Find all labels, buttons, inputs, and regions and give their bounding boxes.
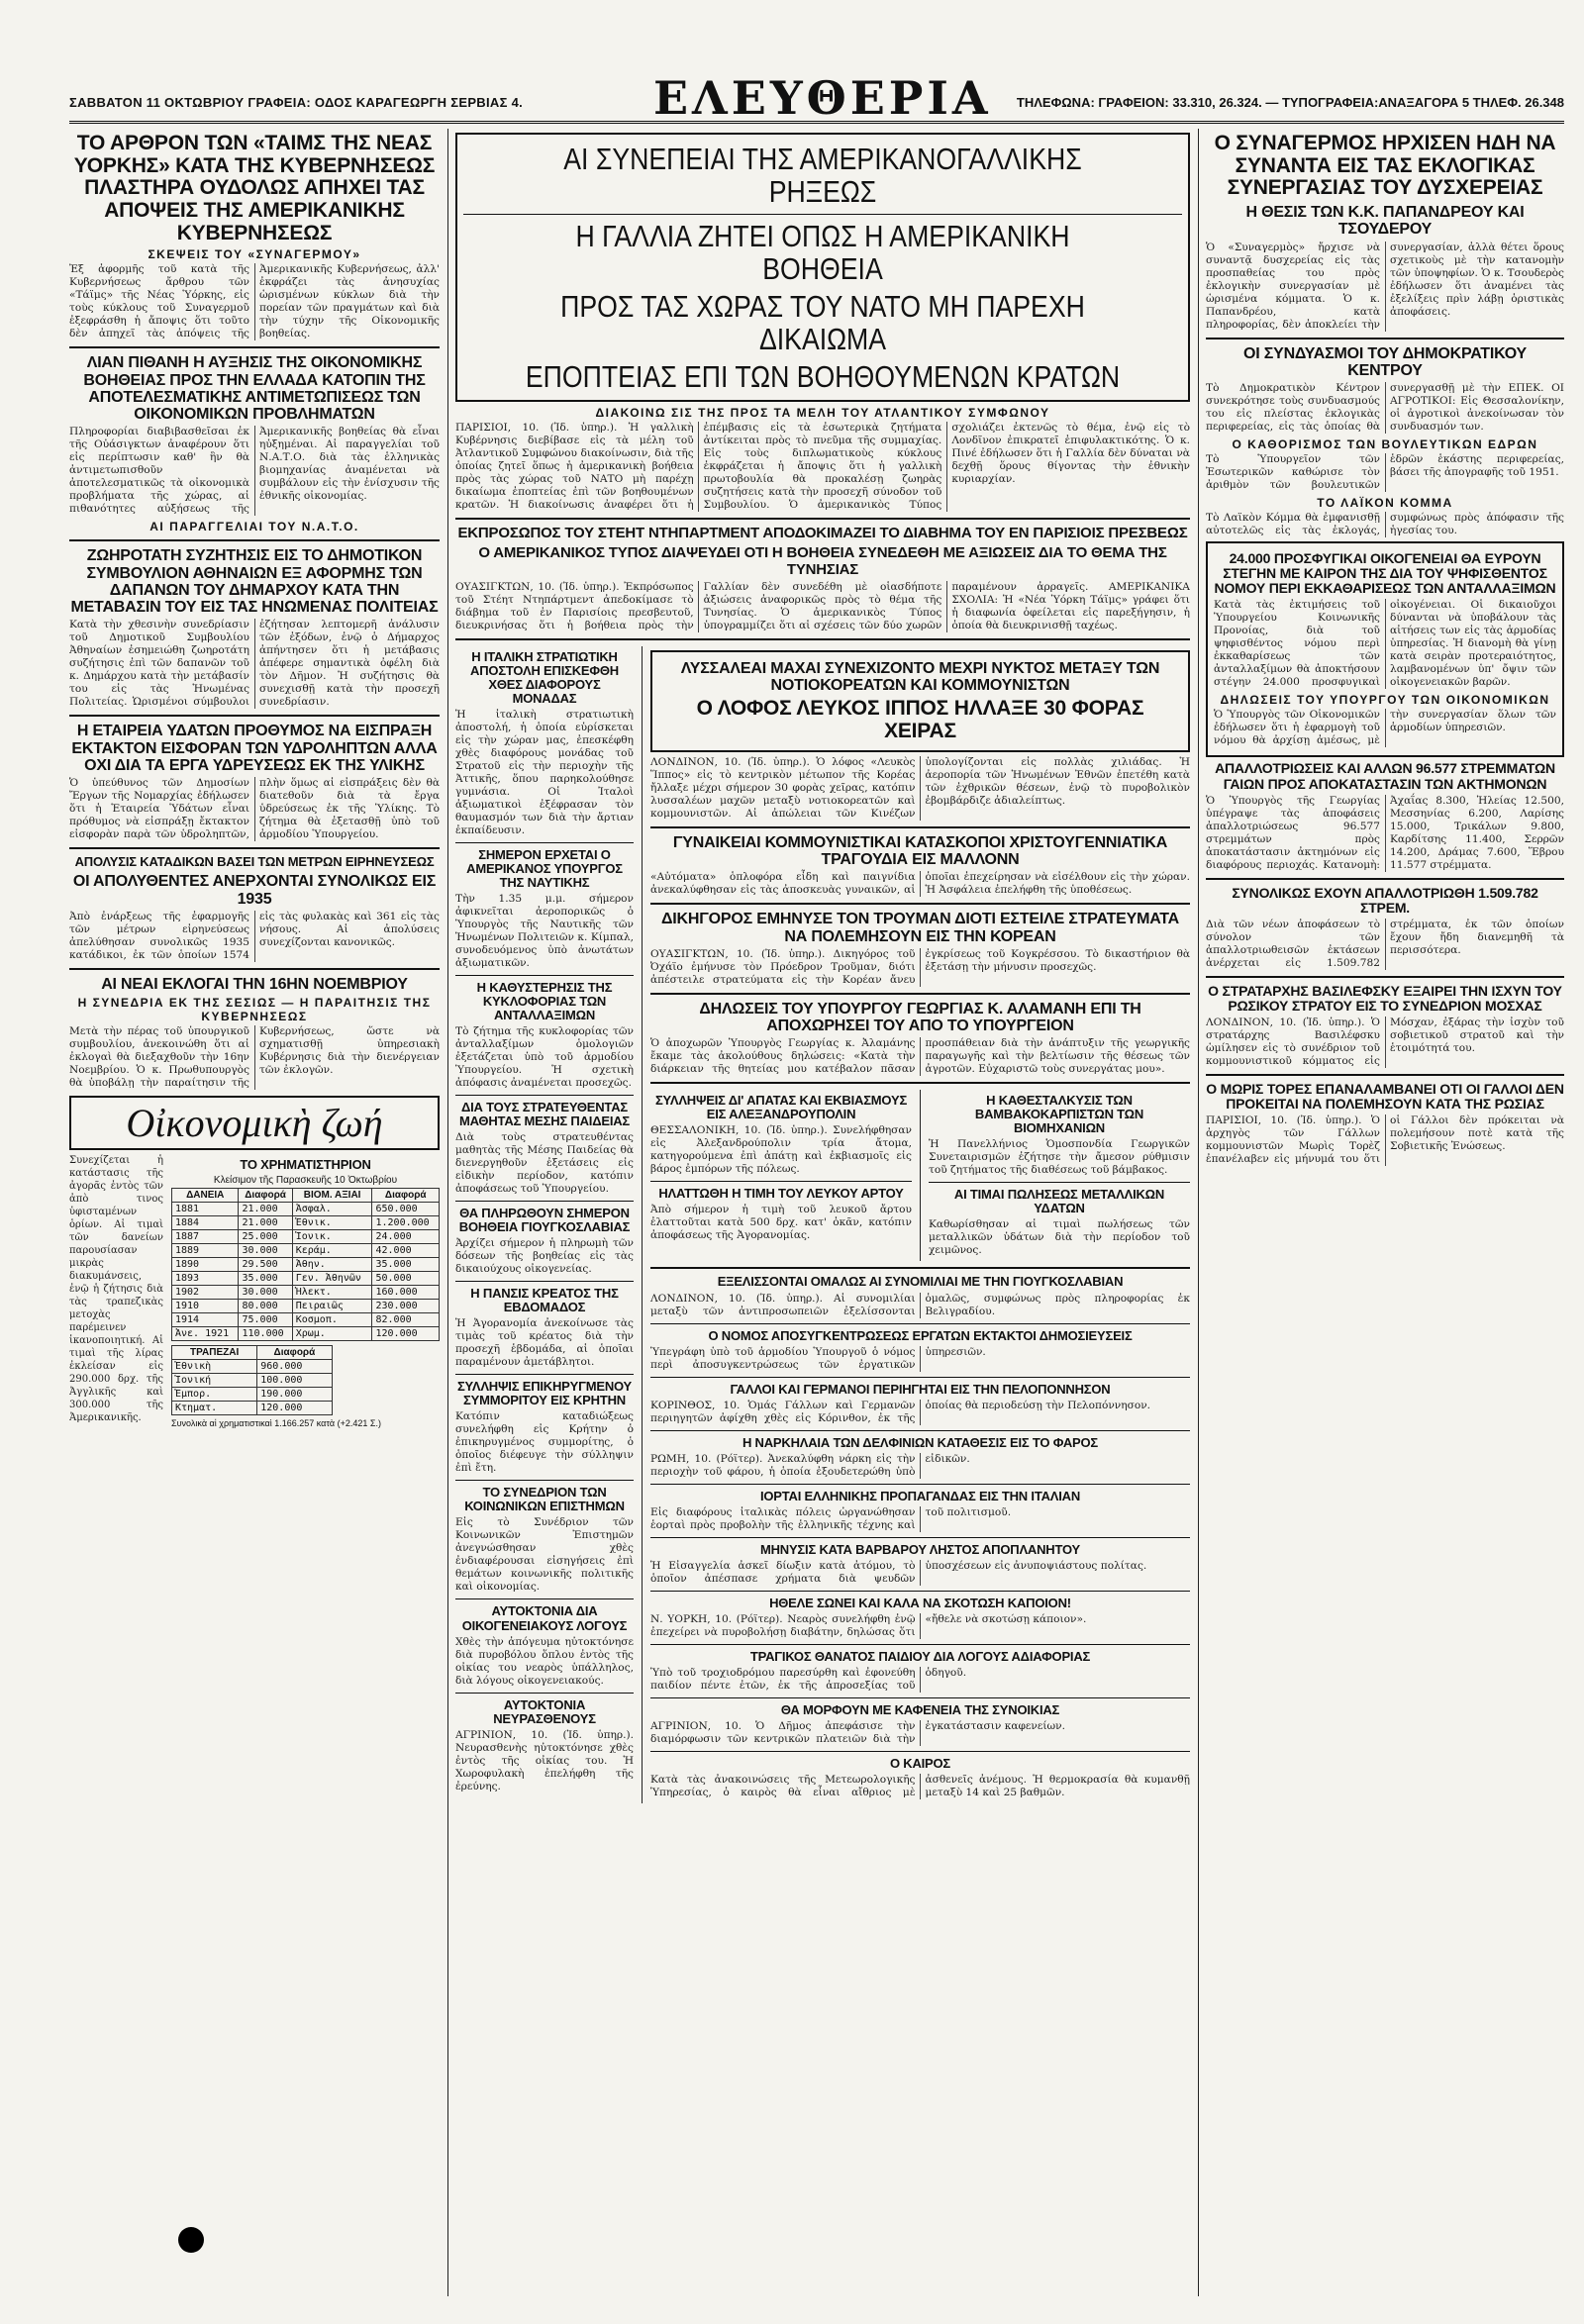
article-body: ΛΟΝΔΙΝΟΝ, 10. (Ἰδ. ὑπηρ.). Ὁ λόφος «Λευκὸς Ἵππος» εἰς τὸ κεντρικὸν μέτωπον τῆς Κορέας ἤλλαξε μέχρι σήμερον 30 φορὰς χεῖρας, κατόπιν λυσσαλέων μαχῶν μεταξὺ νοτιοκορεατῶν καὶ κομμουνιστῶν. Αἱ ἀπώλειαι τῶν Κινέζων ὑπολογίζονται εἰς πολλὰς χιλιάδας. Ἡ ἀεροπορία τῶν Ἡνωμένων Ἐθνῶν ἐπετέθη κατὰ τῶν ἐχθρικῶν θέσεων, ἐνῷ τὸ πυροβολικὸν ἐβομβάρδιζε ἀδιαλείπτως. — [650, 755, 1190, 820]
article-body: Πληροφορίαι διαβιβασθεῖσαι ἐκ τῆς Οὐάσιγκτων ἀναφέρουν ὅτι εἰς περίπτωσιν καθ' ἣν θὰ ἀντιμετωπισθοῦν ἀποτελεσματικῶς τὰ οἰκονομικὰ προβλήματα τῆς χώρας, αἱ πιθανότητες αὐξήσεως τῆς Ἀμερικανικῆς βοηθείας θὰ εἶναι ηὐξημέναι. Αἱ παραγγελίαι τοῦ Ν.Α.Τ.Ο. διὰ τὰς ἑλληνικὰς βιομηχανίας ἀναμένεται νὰ συμβάλουν εἰς τὴν ἐνίσχυσιν τῆς ἐθνικῆς οἰκονομίας. — [69, 426, 440, 516]
column-rule — [447, 129, 448, 2296]
table-cell: Ἰονική — [172, 1374, 257, 1388]
table-cell: 80.000 — [239, 1300, 292, 1313]
table-header-cell: ΒΙΟΜ. ΑΞΙΑΙ — [292, 1189, 372, 1203]
headline: Η ΝΑΡΚΗΛΑΙΑ ΤΩΝ ΔΕΛΦΙΝΙΩΝ ΚΑΤΑΘΕΣΙΣ ΕΙΣ ΤΟ ΦΑΡΟΣ — [742, 1434, 1099, 1450]
subheading: Ο ΚΑΘΟΡΙΣΜΟΣ ΤΩΝ ΒΟΥΛΕΥΤΙΚΩΝ ΕΔΡΩΝ — [1232, 437, 1538, 452]
article-body: Κατὰ τὴν χθεσινὴν συνεδρίασιν τοῦ Δημοτικοῦ Συμβουλίου Ἀθηναίων ἐσημειώθη ζωηροτάτη συζήτησις ἐπὶ τῶν δαπανῶν τοῦ κ. Δημάρχου κατὰ τὴν μετάβασίν του εἰς τὰς Ἡνωμένας Πολιτείας. Ὡρισμένοι σύμβουλοι ἐζήτησαν λεπτομερῆ ἀνάλυσιν τῶν ἐξόδων, ἐνῷ ὁ Δήμαρχος ἀπήντησεν ὅτι ἡ μετάβασις ἀπέφερε σημαντικὰ ὀφέλη διὰ τὸν Δῆμον. Ἡ συζήτησις θὰ συνεχισθῇ κατὰ τὴν προσεχῆ συνεδρίασιν. — [69, 619, 440, 709]
headline: 24.000 ΠΡΟΣΦΥΓΙΚΑΙ ΟΙΚΟΓΕΝΕΙΑΙ ΘΑ ΕΥΡΟΥΝ ΣΤΕΓΗΝ ΜΕ ΚΑΙΡΟΝ ΤΗΣ ΔΙΑ ΤΟΥ ΨΗΦΙΣΘΕΝΤΟΣ ΝΟΜΟΥ ΠΕΡΙ ΕΚΚΑΘΑΡΙΣΕΩΣ ΤΩΝ ΑΝΤΑΛΛΑΞΙΜΩΝ — [1214, 550, 1556, 597]
headline: ΑΥΤΟΚΤΟΝΙΑ ΔΙΑ ΟΙΚΟΓΕΝΕΙΑΚΟΥΣ ΛΟΓΟΥΣ — [461, 1603, 628, 1633]
table-cell: 1884 — [172, 1216, 239, 1230]
article-body: Τὸ Δημοκρατικὸν Κέντρον συνεκρότησε τοὺς συνδυασμούς του εἰς πλείστας ἐκλογικὰς περιφερείας, εἰς τὰς ὁποίας θὰ συνεργασθῇ μὲ τὴν ΕΠΕΚ. ΟΙ ΑΓΡΟΤΙΚΟΙ: Εἰς Θεσσαλονίκην, οἱ ἀγροτικοὶ ἀνεκοίνωσαν τὸν συνδυασμόν των. — [1206, 382, 1564, 434]
table-cell: Κτηματ. — [172, 1402, 257, 1415]
left-column — [69, 129, 440, 2296]
headline: Ο ΛΟΦΟΣ ΛΕΥΚΟΣ ΙΠΠΟΣ ΗΛΛΑΞΕ 30 ΦΟΡΑΣ ΧΕΙΡΑΣ — [696, 697, 1144, 743]
article-body: Χθὲς τὴν ἀπόγευμα ηὐτοκτόνησε διὰ πυροβόλου ὅπλου ἐντὸς τῆς οἰκίας του νεαρὸς ὑπάλληλος, διὰ λόγους οἰκογενειακούς. — [455, 1635, 634, 1687]
article-body: Ὑπεγράφη ὑπὸ τοῦ ἁρμοδίου Ὑπουργοῦ ὁ νόμος περὶ ἀποσυγκεντρώσεως τῶν ἐργατικῶν ὑπηρεσιῶν. — [650, 1345, 986, 1371]
table-cell: 960.000 — [257, 1360, 332, 1374]
lead-article-body: ΠΑΡΙΣΙΟΙ, 10. (Ἰδ. ὑπηρ.). Ἡ γαλλικὴ Κυβέρνησις διεβίβασε εἰς τὰ μέλη τοῦ Ἀτλαντικοῦ Συμφώνου διακοίνωσιν, διὰ τῆς ὁποίας ζητεῖ ὅπως ἡ ἀμερικανικὴ βοήθεια πρὸς τὰς χώρας τοῦ ΝΑΤΟ μὴ παρέχῃ δικαίωμα ἐποπτείας ἐπὶ τῶν βοηθουμένων κρατῶν. Ἡ διακοίνωσις ἀναφέρει ὅτι ἡ ἐπέμβασις εἰς τὰ ἐσωτερικὰ ζητήματα ἀντίκειται πρὸς τὸ πνεῦμα τῆς συμμαχίας. Εἰς τοὺς διπλωματικοὺς κύκλους ἐκφράζεται ἡ ἄποψις ὅτι ἡ γαλλικὴ πρωτοβουλία θὰ προκαλέσῃ ζωηρὰς συζητήσεις κατὰ τὴν προσεχῆ σύνοδον τοῦ Συμβουλίου. Ὁ ἀμερικανικὸς Τύπος σχολιάζει ἐκτενῶς τὸ θέμα, ἐνῷ εἰς τὸ Λονδῖνον ἐπικρατεῖ ἐπιφυλακτικότης. Ὁ κ. Πινέ ἐδήλωσεν ὅτι ἡ Γαλλία δὲν δύναται νὰ δεχθῇ ὅρους θίγοντας τὴν ἐθνικὴν κυριαρχίαν. — [455, 422, 1190, 512]
table-row — [172, 1374, 333, 1388]
headline: ΖΩΗΡΟΤΑΤΗ ΣΥΖΗΤΗΣΙΣ ΕΙΣ ΤΟ ΔΗΜΟΤΙΚΟΝ ΣΥΜΒΟΥΛΙΟΝ ΑΘΗΝΑΙΩΝ ΕΞ ΑΦΟΡΜΗΣ ΤΩΝ ΔΑΠΑΝΩΝ ΤΟΥ ΔΗΜΑΡΧΟΥ ΚΑΤΑ ΤΗΝ ΜΕΤΑΒΑΣΙΝ ΤΟΥ ΕΙΣ ΤΑΣ ΗΝΩΜΕΝΑΣ ΠΟΛΙΤΕΙΑΣ — [70, 547, 439, 617]
table-cell: Χρωμ. — [292, 1327, 372, 1341]
headline: Ο ΑΜΕΡΙΚΑΝΙΚΟΣ ΤΥΠΟΣ ΔΙΑΨΕΥΔΕΙ ΟΤΙ Η ΒΟΗΘΕΙΑ ΣΥΝΕΔΕΘΗ ΜΕ ΑΞΙΩΣΕΙΣ ΔΙΑ ΤΟ ΘΕΜΑ ΤΗΣ ΤΥΝΗΣΙΑΣ — [478, 544, 1167, 578]
headline: Ο ΚΑΙΡΟΣ — [889, 1755, 951, 1771]
table-row — [172, 1327, 440, 1341]
article-body: ΡΩΜΗ, 10. (Ρόϊτερ). Ἀνεκαλύφθη νάρκη εἰς τὴν περιοχὴν τοῦ φάρου, ἡ ὁποία ἐξουδετερώθη ὑπὸ εἰδικῶν. — [650, 1452, 970, 1478]
headline: ΑΙ ΤΙΜΑΙ ΠΩΛΗΣΕΩΣ ΜΕΤΑΛΛΙΚΩΝ ΥΔΑΤΩΝ — [953, 1187, 1165, 1216]
lead-headline-3: ΠΡΟΣ ΤΑΣ ΧΩΡΑΣ ΤΟΥ ΝΑΤΟ ΜΗ ΠΑΡΕΧΗ ΔΙΚΑΙΩΜΑ — [560, 288, 1085, 357]
headline: ΛΙΑΝ ΠΙΘΑΝΗ Η ΑΥΞΗΣΙΣ ΤΗΣ ΟΙΚΟΝΟΜΙΚΗΣ ΒΟΗΘΕΙΑΣ ΠΡΟΣ ΤΗΝ ΕΛΛΑΔΑ ΚΑΤΟΠΙΝ ΤΗΣ ΑΠΟΤΕΛΕΣΜΑΤΙΚΗΣ ΑΝΤΙΜΕΤΩΠΙΣΕΩΣ ΤΩΝ ΟΙΚΟΝΟΜΙΚΩΝ ΠΡΟΒΛΗΜΑΤΩΝ — [83, 354, 426, 424]
newspaper-title: ΕΛΕΥΘΕΡΙΑ — [653, 71, 992, 125]
headline: ΓΥΝΑΙΚΕΙΑΙ ΚΟΜΜΟΥΝΙΣΤΙΚΑΙ ΚΑΤΑΣΚΟΠΟΙ ΧΡΙΣΤΟΥΓΕΝΝΙΑΤΙΚΑ ΤΡΑΓΟΥΔΙΑ ΕΙΣ ΜΑΛΛΟΝΝ — [672, 833, 1168, 868]
headline: Η ΙΤΑΛΙΚΗ ΣΤΡΑΤΙΩΤΙΚΗ ΑΠΟΣΤΟΛΗ ΕΠΙΣΚΕΦΘΗ ΧΘΕΣ ΔΙΑΦΟΡΟΥΣ ΜΟΝΑΔΑΣ — [470, 648, 619, 706]
table-row — [172, 1360, 333, 1374]
article-body: Εἰς τὸ Συνέδριον τῶν Κοινωνικῶν Ἐπιστημῶν ἀνεγνώσθησαν χθὲς ἐνδιαφέρουσαι εἰσηγήσεις ἐπὶ θεμάτων κοινωνικῆς πολιτικῆς καὶ οἰκονομίας. — [455, 1516, 634, 1594]
article-body: Τὸ ζήτημα τῆς κυκλοφορίας τῶν ἀνταλλαξίμων ὁμολογιῶν ἐξετάζεται ὑπὸ τοῦ ἁρμοδίου Ὑπουργείου. Ἡ σχετικὴ ἀπόφασις ἀναμένεται προσεχῶς. — [455, 1025, 634, 1090]
table-cell: 1902 — [172, 1286, 239, 1300]
subheading: ΣΚΕΨΕΙΣ ΤΟΥ «ΣΥΝΑΓΕΡΜΟΥ» — [148, 247, 361, 262]
table-cell: 35.000 — [372, 1258, 440, 1272]
economic-life-title: Οἰκονομικὴ ζωή — [69, 1096, 440, 1150]
table-cell: 21.000 — [239, 1203, 292, 1216]
refugee-housing-box — [1206, 541, 1564, 757]
article-body: Καθωρίσθησαν αἱ τιμαὶ πωλήσεως τῶν μεταλλικῶν ὑδάτων διὰ τὴν περίοδον τοῦ χειμῶνος. — [929, 1218, 1190, 1257]
table-cell: Γεν. Ἀθηνῶν — [292, 1272, 372, 1286]
article-body: ΟΥΑΣΙΓΚΤΩΝ, 10. (Ἰδ. ὑπηρ.). Δικηγόρος τοῦ Ὀχάϊο ἐμήνυσε τὸν Πρόεδρον Τροῦμαν, διότι ἀπέστειλε στρατεύματα εἰς τὴν Κορέαν ἄνευ ἐγκρίσεως τοῦ Κογκρέσσου. Τὸ δικαστήριον θὰ ἐξετάσῃ τὴν μήνυσιν προσεχῶς. — [650, 947, 1190, 986]
center-lower — [455, 646, 1190, 1803]
table-header-cell: Διαφορά — [257, 1346, 332, 1360]
table-cell: 50.000 — [372, 1272, 440, 1286]
article-body: «Αὐτόματα» ὁπλοφόρα εἶδη καὶ παιγνίδια ἀνεκαλύφθησαν εἰς τὰς ἀποσκευὰς γυναικῶν, αἱ ὁποῖαι ἐπεχείρησαν νὰ εἰσέλθουν εἰς τὴν χώραν. Ἡ Ἀσφάλεια ἐπελήφθη τῆς ὑποθέσεως. — [650, 871, 1190, 897]
table-cell: 1887 — [172, 1230, 239, 1244]
headline: ΑΠΑΛΛΟΤΡΙΩΣΕΙΣ ΚΑΙ ΑΛΛΩΝ 96.577 ΣΤΡΕΜΜΑΤΩΝ ΓΑΙΩΝ ΠΡΟΣ ΑΠΟΚΑΤΑΣΤΑΣΙΝ ΤΩΝ ΑΚΤΗΜΟΝΩΝ — [1215, 760, 1555, 792]
headline: Η ΠΑΝΣΙΣ ΚΡΕΑΤΟΣ ΤΗΣ ΕΒΔΟΜΑΔΟΣ — [470, 1286, 619, 1315]
headline: ΑΙ ΝΕΑΙ ΕΚΛΟΓΑΙ ΤΗΝ 16ΗΝ ΝΟΕΜΒΡΙΟΥ — [101, 975, 408, 993]
stock-exchange-title: ΤΟ ΧΡΗΜΑΤΙΣΤΗΡΙΟΝ — [240, 1157, 371, 1173]
table-cell: 21.000 — [239, 1216, 292, 1230]
headline: Ο ΜΩΡΙΣ ΤΟΡΕΣ ΕΠΑΝΑΛΑΜΒΑΝΕΙ ΟΤΙ ΟΙ ΓΑΛΛΟΙ ΔΕΝ ΠΡΟΚΕΙΤΑΙ ΝΑ ΠΟΛΕΜΗΣΟΥΝ ΚΑΤΑ ΤΗΣ ΡΩΣΙΑΣ — [1206, 1081, 1564, 1113]
article-body: ΛΟΝΔΙΝΟΝ, 10. (Ἰδ. ὑπηρ.). Ὁ στρατάρχης Βασιλέφσκυ ὡμίλησεν εἰς τὸ συνέδριον τοῦ κομμουνιστικοῦ κόμματος εἰς Μόσχαν, ἐξάρας τὴν ἰσχὺν τοῦ σοβιετικοῦ στρατοῦ καὶ τὴν ἑτοιμότητά του. — [1206, 1017, 1564, 1068]
table-cell: Κοσμοπ. — [292, 1313, 372, 1327]
headline: ΤΡΑΓΙΚΟΣ ΘΑΝΑΤΟΣ ΠΑΙΔΙΟΥ ΔΙΑ ΛΟΓΟΥΣ ΑΔΙΑΦΟΡΙΑΣ — [749, 1648, 1091, 1664]
table-cell: Ἐθνικὴ — [172, 1360, 257, 1374]
newspaper-page — [69, 71, 1564, 2304]
table-row — [172, 1300, 440, 1313]
table-row — [172, 1230, 440, 1244]
table-row — [172, 1388, 333, 1402]
subheading: Η ΣΥΝΕΔΡΙΑ ΕΚ ΤΗΣ ΣΕΣΙΩΣ — Η ΠΑΡΑΙΤΗΣΙΣ ΤΗΣ ΚΥΒΕΡΝΗΣΕΩΣ — [77, 996, 432, 1024]
article-body: Ἀπὸ ἐνάρξεως τῆς ἐφαρμογῆς τῶν μέτρων εἰρηνεύσεως ἀπελύθησαν συνολικῶς 1935 κατάδικοι, ἐκ τῶν ὁποίων 1574 εἰς τὰς φυλακὰς καὶ 361 εἰς τὰς νήσους. Αἱ ἀπολύσεις συνεχίζονται κανονικῶς. — [69, 910, 440, 961]
table-row — [172, 1286, 440, 1300]
table-cell: 25.000 — [239, 1230, 292, 1244]
article-body: ΚΟΡΙΝΘΟΣ, 10. Ὁμάς Γάλλων καὶ Γερμανῶν περιηγητῶν ἀφίχθη χθὲς εἰς Κόρινθον, ἐκ τῆς ὁποίας θὰ περιοδεύσῃ τὴν Πελοπόννησον. — [650, 1399, 1151, 1424]
table-cell: Ἀθην. — [292, 1258, 372, 1272]
lead-headline-1: ΑΙ ΣΥΝΕΠΕΙΑΙ ΤΗΣ ΑΜΕΡΙΚΑΝΟΓΑΛΛΙΚΗΣ ΡΗΞΕΩΣ — [563, 142, 1082, 210]
headline: ΕΞΕΛΙΣΣΟΝΤΑΙ ΟΜΑΛΩΣ ΑΙ ΣΥΝΟΜΙΛΙΑΙ ΜΕ ΤΗΝ ΓΙΟΥΓΚΟΣΛΑΒΙΑΝ — [717, 1274, 1124, 1290]
article-body: ΑΓΡΙΝΙΟΝ, 10. (Ἰδ. ὑπηρ.). Νευρασθενὴς ηὐτοκτόνησε χθὲς ἐντὸς τῆς οἰκίας του. Ἡ Χωροφυλακὴ ἐπελήφθη τῆς ἐρεύνης. — [455, 1728, 634, 1792]
table-cell: 30.000 — [239, 1286, 292, 1300]
article-body: Ὁ «Συναγερμὸς» ἤρχισε νὰ συναντᾷ δυσχερείας εἰς τὰς προσπαθείας του πρὸς ἐκλογικὴν συνεργασίαν μὲ ὡρισμένα κόμματα. Ὁ κ. Παπανδρέου, κατὰ πληροφορίας, δὲν ἀποκλείει τὴν συνεργασίαν, ἀλλὰ θέτει ὅρους σχετικοὺς μὲ τὴν κατανομὴν τῶν ὑποψηφίων. Ὁ κ. Τσουδερὸς ἐδήλωσεν ὅτι ἀναμένει τὰς ἐξελίξεις πρὶν λάβῃ ὁριστικὰς ἀποφάσεις. — [1206, 241, 1564, 331]
table-row — [172, 1313, 440, 1327]
headline: ΣΥΛΛΗΨΙΣ ΕΠΙΚΗΡΥΓΜΕΝΟΥ ΣΥΜΜΟΡΙΤΟΥ ΕΙΣ ΚΡΗΤΗΝ — [456, 1379, 633, 1408]
article-body: Διὰ τοὺς στρατευθέντας μαθητὰς τῆς Μέσης Παιδείας θὰ διενεργηθοῦν ἐξετάσεις εἰς εἰδικὴν περίοδον, κατόπιν ἀποφάσεως τοῦ Ὑπουργείου. — [455, 1131, 634, 1196]
headline: Η ΚΑΘΕΣΤΑΛΚΥΣΙΣ ΤΩΝ ΒΑΜΒΑΚΟΚΑΡΠΙΣΤΩΝ ΤΩΝ ΒΙΟΜΗΧΑΝΙΩΝ — [974, 1093, 1144, 1136]
masthead-phones: ΤΗΛΕΦΩΝΑ: ΓΡΑΦΕΙΟΝ: 33.310, 26.324. — ΤΥΠΟΓΡΑΦΕΙΑ:ΑΝΑΞΑΓΟΡΑ 5 ΤΗΛΕΦ. 26.348 — [1016, 95, 1564, 110]
table-header-cell: Διαφορά — [239, 1189, 292, 1203]
subheading: ΔΗΛΩΣΕΙΣ ΤΟΥ ΥΠΟΥΡΓΟΥ ΤΩΝ ΟΙΚΟΝΟΜΙΚΩΝ — [1220, 693, 1550, 708]
korea-headline-box — [650, 650, 1190, 752]
article-body: ΟΥΑΣΙΓΚΤΩΝ, 10. (Ἰδ. ὑπηρ.). Ἐκπρόσωπος τοῦ Στέητ Ντηπάρτμεντ ἀπεδοκίμασε τὸ διάβημα τοῦ ἐν Παρισίοις πρεσβευτοῦ, διευκρινήσας ὅτι ἡ βοήθεια πρὸς τὴν Γαλλίαν δὲν συνεδέθη μὲ οἱασδήποτε ἀξιώσεις ἀναφορικῶς πρὸς τὸ θέμα τῆς Τυνησίας. Ὁ ἀμερικανικὸς Τύπος ὑπογραμμίζει ὅτι αἱ σχέσεις τῶν δύο χωρῶν παραμένουν ἀρραγεῖς. ΑΜΕΡΙΚΑΝΙΚΑ ΣΧΟΛΙΑ: Ἡ «Νέα Ὑόρκη Τάϊμς» γράφει ὅτι ἡ διαφωνία ὀφείλεται εἰς παρεξήγησιν, ἡ ὁποία θὰ διευκρινισθῇ ταχέως. — [455, 580, 1190, 631]
table-cell: 120.000 — [372, 1327, 440, 1341]
headline: ΛΥΣΣΑΛΕΑΙ ΜΑΧΑΙ ΣΥΝΕΧΙΖΟΝΤΟ ΜΕΧΡΙ ΝΥΚΤΟΣ ΜΕΤΑΞΥ ΤΩΝ ΝΟΤΙΟΚΟΡΕΑΤΩΝ ΚΑΙ ΚΟΜΜΟΥΝΙΣΤΩΝ — [680, 659, 1160, 695]
headline: Ο ΣΤΡΑΤΑΡΧΗΣ ΒΑΣΙΛΕΦΣΚΥ ΕΞΑΙΡΕΙ ΤΗΝ ΙΣΧΥΝ ΤΟΥ ΡΩΣΙΚΟΥ ΣΤΡΑΤΟΥ ΕΙΣ ΤΟ ΣΥΝΕΔΡΙΟΝ ΜΟΣΧΑΣ — [1208, 982, 1562, 1014]
article-body: Ἡ ἰταλικὴ στρατιωτικὴ ἀποστολή, ἡ ὁποία εὑρίσκεται εἰς τὴν χώραν μας, ἐπεσκέφθη χθὲς διαφόρους μονάδας τοῦ Στρατοῦ εἰς τὴν περιοχὴν τῆς Ἀττικῆς, ὅπου παρηκολούθησε γυμνάσια. Οἱ Ἰταλοὶ ἀξιωματικοὶ ἐξέφρασαν τὸν θαυμασμόν των διὰ τὴν ἄρτιαν ἐκπαίδευσιν. — [455, 708, 634, 836]
table-row — [172, 1272, 440, 1286]
banks-table — [171, 1345, 333, 1415]
table-cell: 110.000 — [239, 1327, 292, 1341]
headline: ΕΚΠΡΟΣΩΠΟΣ ΤΟΥ ΣΤΕΗΤ ΝΤΗΠΑΡΤΜΕΝΤ ΑΠΟΔΟΚΙΜΑΖΕΙ ΤΟ ΔΙΑΒΗΜΑ ΤΟΥ ΕΝ ΠΑΡΙΣΙΟΙΣ ΠΡΕΣΒΕΩΣ — [457, 525, 1188, 542]
article-body: Μετὰ τὴν πέρας τοῦ ὑπουργικοῦ συμβουλίου, ἀνεκοινώθη ὅτι αἱ ἐκλογαὶ θὰ διεξαχθοῦν τὴν 16ην Νοεμβρίου. Ὁ κ. Πρωθυπουργὸς θὰ ὑποβάλῃ τὴν παραίτησιν τῆς Κυβερνήσεως, ὥστε νὰ σχηματισθῇ ὑπηρεσιακὴ Κυβέρνησις διὰ τὴν διενέργειαν τῶν ἐκλογῶν. — [69, 1025, 440, 1090]
table-cell: 1881 — [172, 1203, 239, 1216]
center-bottom — [650, 1090, 1190, 1261]
article-body: Ἐξ ἀφορμῆς τοῦ κατὰ τῆς Κυβερνήσεως ἄρθρου τῶν «Τάϊμς» τῆς Νέας Ὑόρκης, εἰς τοὺς κύκλους τοῦ Συναγερμοῦ ἐξεφράσθη ἡ ἄποψις ὅτι τοῦτο δὲν ἀπηχεῖ τὰς ἀπόψεις τῆς Ἀμερικανικῆς Κυβερνήσεως, ἀλλ' ἐκφράζει τὰς ἀνησυχίας ὡρισμένων κύκλων διὰ τὴν πορείαν τῶν πραγμάτων καὶ διὰ τὴν τύχην τῆς Οἰκονομικῆς βοηθείας. — [69, 263, 440, 340]
stock-total: Συνολικὰ αἱ χρηματιστικαὶ 1.166.257 κατὰ (+2.421 Σ.) — [171, 1418, 381, 1429]
table-cell: Ἐμπορ. — [172, 1388, 257, 1402]
center-wide-column — [650, 646, 1190, 1803]
lead-banner — [455, 133, 1190, 402]
headline: ΑΥΤΟΚΤΟΝΙΑ ΝΕΥΡΑΣΘΕΝΟΥΣ — [493, 1696, 596, 1726]
table-cell: Κεράμ. — [292, 1244, 372, 1258]
center-narrow-column — [455, 646, 634, 1803]
stock-market-section — [69, 1154, 440, 1428]
article-body: ΠΑΡΙΣΙΟΙ, 10. (Ἰδ. ὑπηρ.). Ὁ ἀρχηγὸς τῶν Γάλλων κομμουνιστῶν Μωρὶς Τορὲζ ἐπανέλαβεν εἰς μήνυμά του ὅτι οἱ Γάλλοι δὲν πρόκειται νὰ πολεμήσουν ποτὲ κατὰ τῆς Σοβιετικῆς Ἑνώσεως. — [1206, 1114, 1564, 1166]
article-body: Ἀρχίζει σήμερον ἡ πληρωμὴ τῶν δόσεων τῆς βοηθείας εἰς τὰς δικαιούχους οἰκογενείας. — [455, 1237, 634, 1276]
article-body: Κατόπιν καταδιώξεως συνελήφθη εἰς Κρήτην ὁ ἐπικηρυγμένος συμμορίτης, ὁ ὁποῖος διέφευγε τὴν σύλληψιν ἐπὶ ἔτη. — [455, 1410, 634, 1475]
headline: ΤΟ ΑΡΘΡΟΝ ΤΩΝ «ΤΑΙΜΣ ΤΗΣ ΝΕΑΣ ΥΟΡΚΗΣ» ΚΑΤΑ ΤΗΣ ΚΥΒΕΡΝΗΣΕΩΣ ΠΛΑΣΤΗΡΑ ΟΥΔΟΛΩΣ ΑΠΗΧΕΙ ΤΑΣ ΑΠΟΨΕΙΣ ΤΗΣ ΑΜΕΡΙΚΑΝΙΚΗΣ ΚΥΒΕΡΝΗΣΕΩΣ — [73, 132, 436, 244]
stock-tables — [171, 1154, 440, 1428]
table-cell: 1910 — [172, 1300, 239, 1313]
table-cell: 120.000 — [257, 1402, 332, 1415]
table-row — [172, 1244, 440, 1258]
headline: ΟΙ ΑΠΟΛΥΘΕΝΤΕΣ ΑΝΕΡΧΟΝΤΑΙ ΣΥΝΟΛΙΚΩΣ ΕΙΣ 1935 — [72, 873, 437, 908]
article-body: Εἰς διαφόρους ἰταλικὰς πόλεις ὠργανώθησαν ἑορταὶ πρὸς προβολὴν τῆς ἑλληνικῆς τέχνης καὶ τοῦ πολιτισμοῦ. — [650, 1505, 1012, 1531]
article-body: Ἡ Ἀγορανομία ἀνεκοίνωσε τὰς τιμὰς τοῦ κρέατος διὰ τὴν προσεχῆ ἑβδομάδα, αἱ ὁποῖαι παραμένουν ἀμετάβλητοι. — [455, 1317, 634, 1369]
table-cell: 1.200.000 — [372, 1216, 440, 1230]
headline: ΣΗΜΕΡΟΝ ΕΡΧΕΤΑΙ Ο ΑΜΕΡΙΚΑΝΟΣ ΥΠΟΥΡΓΟΣ ΤΗΣ ΝΑΥΤΙΚΗΣ — [466, 846, 623, 891]
table-cell: 1890 — [172, 1258, 239, 1272]
article-body: Τὴν 1.35 μ.μ. σήμερον ἀφικνεῖται ἀεροπορικῶς ὁ Ὑπουργὸς τῆς Ναυτικῆς τῶν Ἡνωμένων Πολιτειῶν κ. Κίμπαλ, συνοδευόμενος ὑπὸ ἀνωτάτων ἀξιωματικῶν. — [455, 893, 634, 970]
table-cell: 35.000 — [239, 1272, 292, 1286]
bonds-table — [171, 1188, 440, 1341]
table-cell: Ἰονικ. — [292, 1230, 372, 1244]
headline: Η ΘΕΣΙΣ ΤΩΝ Κ.Κ. ΠΑΠΑΝΔΡΕΟΥ ΚΑΙ ΤΣΟΥΔΕΡΟΥ — [1245, 204, 1525, 239]
headline: ΘΑ ΜΟΡΦΟΥΝ ΜΕ ΚΑΦΕΝΕΙΑ ΤΗΣ ΣΥΝΟΙΚΙΑΣ — [780, 1701, 1060, 1717]
headline: ΟΙ ΣΥΝΔΥΑΣΜΟΙ ΤΟΥ ΔΗΜΟΚΡΑΤΙΚΟΥ ΚΕΝΤΡΟΥ — [1242, 344, 1528, 379]
headline: Η ΚΑΘΥΣΤΕΡΗΣΙΣ ΤΗΣ ΚΥΚΛΟΦΟΡΙΑΣ ΤΩΝ ΑΝΤΑΛΛΑΞΙΜΩΝ — [476, 980, 613, 1023]
table-header-cell: ΤΡΑΠΕΖΑΙ — [172, 1346, 257, 1360]
headline: ΣΥΝΟΛΙΚΩΣ ΕΧΟΥΝ ΑΠΑΛΛΟΤΡΙΩΘΗ 1.509.782 ΣΤΡΕΜ. — [1232, 884, 1538, 916]
table-cell: Ἐθνικ. — [292, 1216, 372, 1230]
article-body: Ἡ Πανελλήνιος Ὁμοσπονδία Γεωργικῶν Συνεταιρισμῶν ἐζήτησε τὴν ἄμεσον ρύθμισιν τοῦ ζητήματος τῆς διαθέσεως τοῦ βάμβακος. — [929, 1138, 1190, 1177]
lead-headline-4: ΕΠΟΠΤΕΙΑΣ ΕΠΙ ΤΩΝ ΒΟΗΘΟΥΜΕΝΩΝ ΚΡΑΤΩΝ — [525, 358, 1121, 394]
subheading: ΤΟ ΛΑΪΚΟΝ ΚΟΜΜΑ — [1317, 496, 1453, 511]
article-body: Ἀπὸ σήμερον ἡ τιμὴ τοῦ λευκοῦ ἄρτου ἐλαττοῦται κατὰ 500 δρχ. κατ' ὀκᾶν, κατόπιν ἀποφάσεως τῆς Ἀγορανομίας. — [650, 1204, 912, 1242]
lead-subheading: ΔΙΑΚΟΙΝΩ ΣΙΣ ΤΗΣ ΠΡΟΣ ΤΑ ΜΕΛΗ ΤΟΥ ΑΤΛΑΝΤΙΚΟΥ ΣΥΜΦΩΝΟΥ — [595, 406, 1050, 421]
article-body: Τὸ Ὑπουργεῖον τῶν Ἐσωτερικῶν καθώρισε τὸν ἀριθμὸν τῶν βουλευτικῶν ἑδρῶν ἑκάστης περιφερείας, βάσει τῆς ἀπογραφῆς τοῦ 1951. — [1206, 453, 1564, 492]
headline: ΗΘΕΛΕ ΣΩΝΕΙ ΚΑΙ ΚΑΛΑ ΝΑ ΣΚΟΤΩΣΗ ΚΑΠΟΙΟΝ! — [769, 1595, 1071, 1610]
headline: ΔΙΚΗΓΟΡΟΣ ΕΜΗΝΥΣΕ ΤΟΝ ΤΡΟΥΜΑΝ ΔΙΟΤΙ ΕΣΤΕΙΛΕ ΣΤΡΑΤΕΥΜΑΤΑ ΝΑ ΠΟΛΕΜΗΣΟΥΝ ΕΙΣ ΤΗΝ ΚΟΡΕΑΝ — [660, 911, 1180, 945]
article-body: Ὑπὸ τοῦ τροχιοδρόμου παρεσύρθη καὶ ἐφονεύθη παιδίον πέντε ἐτῶν, ἐκ τῆς ἀπροσεξίας τοῦ ὁδηγοῦ. — [650, 1666, 967, 1692]
table-row — [172, 1258, 440, 1272]
table-cell: Πειραιῶς — [292, 1300, 372, 1313]
table-cell: 75.000 — [239, 1313, 292, 1327]
headline: ΔΗΛΩΣΕΙΣ ΤΟΥ ΥΠΟΥΡΓΟΥ ΓΕΩΡΓΙΑΣ Κ. ΑΛΑΜΑΝΗ ΕΠΙ ΤΗ ΑΠΟΧΩΡΗΣΕΙ ΤΟΥ ΑΠΟ ΤΟ ΥΠΟΥΡΓΕΙΟΝ — [699, 1000, 1141, 1035]
headline: ΙΟΡΤΑΙ ΕΛΛΗΝΙΚΗΣ ΠΡΟΠΑΓΑΝΔΑΣ ΕΙΣ ΤΗΝ ΙΤΑΛΙΑΝ — [759, 1488, 1081, 1503]
table-cell: Ἠλεκτ. — [292, 1286, 372, 1300]
table-row — [172, 1402, 333, 1415]
table-cell: 100.000 — [257, 1374, 332, 1388]
table-cell: 42.000 — [372, 1244, 440, 1258]
subheading: ΑΙ ΠΑΡΑΓΓΕΛΙΑΙ ΤΟΥ Ν.Α.Τ.Ο. — [149, 520, 359, 534]
table-header-cell: Διαφορά — [372, 1189, 440, 1203]
article-body: ΛΟΝΔΙΝΟΝ, 10. (Ἰδ. ὑπηρ.). Αἱ συνομιλίαι μεταξὺ τῶν ἀντιπροσωπειῶν ἐξελίσσονται ὁμαλῶς, συμφώνως πρὸς πληροφορίας ἐκ Βελιγραδίου. — [650, 1292, 1190, 1317]
right-column — [1206, 129, 1564, 2296]
table-cell: 29.500 — [239, 1258, 292, 1272]
table-cell: 160.000 — [372, 1286, 440, 1300]
headline: ΑΠΟΛΥΣΙΣ ΚΑΤΑΔΙΚΩΝ ΒΑΣΕΙ ΤΩΝ ΜΕΤΡΩΝ ΕΙΡΗΝΕΥΣΕΩΣ — [74, 854, 435, 870]
article-body: Κατὰ τὰς ἀνακοινώσεις τῆς Μετεωρολογικῆς Ὑπηρεσίας, ὁ καιρὸς θὰ εἶναι αἴθριος μὲ ἀσθενεῖς ἀνέμους. Ἡ θερμοκρασία θὰ κυμανθῇ μεταξὺ 14 καὶ 25 βαθμῶν. — [650, 1773, 1190, 1798]
masthead — [69, 71, 1564, 125]
article-body: Κατὰ τὰς ἐκτιμήσεις τοῦ Ὑπουργείου Κοινωνικῆς Προνοίας, διὰ τοῦ ψηφισθέντος νόμου περὶ ἐκκαθαρίσεως τῶν ἀνταλλαξίμων θὰ ἀποκτήσουν στέγην 24.000 προσφυγικαὶ οἰκογένειαι. Οἱ δικαιοῦχοι δύνανται νὰ ὑποβάλουν τὰς αἰτήσεις των εἰς τὰς ἁρμοδίας ὑπηρεσίας. Ἡ διανομὴ θὰ γίνῃ κατὰ σειρὰν προτεραιότητος, λαμβανομένων ὑπ' ὄψιν τῶν οἰκογενειακῶν βαρῶν. — [1214, 599, 1556, 689]
table-cell: 82.000 — [372, 1313, 440, 1327]
table-cell: 1893 — [172, 1272, 239, 1286]
table-cell: 1889 — [172, 1244, 239, 1258]
table-row — [172, 1203, 440, 1216]
masthead-date-address: ΣΑΒΒΑΤΟΝ 11 ΟΚΤΩΒΡΙΟΥ ΓΡΑΦΕΙΑ: ΟΔΟΣ ΚΑΡΑΓΕΩΡΓΗ ΣΕΡΒΙΑΣ 4. — [69, 95, 524, 110]
column-rule — [1198, 129, 1199, 2296]
center-columns — [455, 129, 1190, 2296]
article-body: Συνεχίζεται ἡ κατάστασις τῆς ἀγορᾶς ἐντὸς τῶν ἀπὸ τινος ὑφισταμένων ὁρίων. Αἱ τιμαὶ τῶν δανείων παρουσίασαν μικρὰς διακυμάνσεις, ἐνῷ ἡ ζήτησις διὰ τὰς τραπεζικὰς μετοχὰς παρέμεινεν ἱκανοποιητική. Αἱ τιμαὶ τῆς λίρας ἐκλείσαν εἰς 290.000 δρχ. τῆς Ἀγγλικῆς καὶ 300.000 τῆς Ἀμερικανικῆς. — [69, 1155, 163, 1424]
article-body: ΘΕΣΣΑΛΟΝΙΚΗ, 10. (Ἰδ. ὑπηρ.). Συνελήφθησαν εἰς Ἀλεξανδρούπολιν τρία ἄτομα, κατηγορούμενα ἐπὶ ἀπάτῃ καὶ ἐκβιασμοῖς εἰς βάρος ἐμπόρων τῆς πόλεως. — [650, 1124, 912, 1176]
article-body: Ὁ Ὑπουργὸς τῶν Οἰκονομικῶν ἐδήλωσεν ὅτι ἡ ἐφαρμογὴ τοῦ νόμου θὰ ἀρχίσῃ ἀμέσως, μὲ τὴν συνεργασίαν ὅλων τῶν ἁρμοδίων ὑπηρεσιῶν. — [1214, 709, 1556, 747]
table-cell: 24.000 — [372, 1230, 440, 1244]
lead-headline-2: Η ΓΑΛΛΙΑ ΖΗΤΕΙ ΟΠΩΣ Η ΑΜΕΡΙΚΑΝΙΚΗ ΒΟΗΘΕΙΑ — [575, 218, 1070, 287]
table-cell: Ἀσφαλ. — [292, 1203, 372, 1216]
headline: ΗΛΑΤΤΩΘΗ Η ΤΙΜΗ ΤΟΥ ΛΕΥΚΟΥ ΑΡΤΟΥ — [658, 1186, 904, 1202]
table-cell: 230.000 — [372, 1300, 440, 1313]
table-header-cell: ΔΑΝΕΙΑ — [172, 1189, 239, 1203]
table-cell: 1914 — [172, 1313, 239, 1327]
headline: Ο ΣΥΝΑΓΕΡΜΟΣ ΗΡΧΙΣΕΝ ΗΔΗ ΝΑ ΣΥΝΑΝΤΑ ΕΙΣ ΤΑΣ ΕΚΛΟΓΙΚΑΣ ΣΥΝΕΡΓΑΣΙΑΣ ΤΟΥ ΔΥΣΧΕΡΕΙΑΣ — [1214, 132, 1556, 200]
headline: Ο ΝΟΜΟΣ ΑΠΟΣΥΓΚΕΝΤΡΩΣΕΩΣ ΕΡΓΑΤΩΝ ΕΚΤΑΚΤΟΙ ΔΗΜΟΣΙΕΥΣΕΙΣ — [708, 1327, 1133, 1343]
article-body: Ὁ Ὑπουργὸς τῆς Γεωργίας ὑπέγραψε τὰς ἀποφάσεις ἀπαλλοτριώσεως 96.577 στρεμμάτων πρὸς ἀποκατάστασιν ἀκτημόνων εἰς διαφόρους περιοχάς. Κατανομὴ: Ἀχαΐας 8.300, Ἠλείας 12.500, Μεσσηνίας 6.200, Λαρίσης 15.000, Τρικάλων 9.800, Καρδίτσης 11.400, Σερρῶν 14.200, Δράμας 7.600, Ἕβρου 11.577 στρέμματα. — [1206, 794, 1564, 871]
article-body: Τὸ Λαϊκὸν Κόμμα θὰ ἐμφανισθῇ αὐτοτελῶς εἰς τὰς ἐκλογάς, συμφώνως πρὸς ἀπόφασιν τῆς ἡγεσίας του. — [1206, 512, 1564, 537]
article-body: Ὁ ἀποχωρῶν Ὑπουργὸς Γεωργίας κ. Ἀλαμάνης ἔκαμε τὰς ἀκολούθους δηλώσεις: «Κατὰ τὴν διάρκειαν τῆς θητείας μου κατέβαλον πᾶσαν προσπάθειαν διὰ τὴν ἀνάπτυξιν τῆς γεωργικῆς παραγωγῆς καὶ τὴν βελτίωσιν τῆς θέσεως τῶν ἀγροτῶν. Εὐχαριστῶ τοὺς συνεργάτας μου». — [650, 1037, 1190, 1076]
table-row — [172, 1216, 440, 1230]
headline: ΓΑΛΛΟΙ ΚΑΙ ΓΕΡΜΑΝΟΙ ΠΕΡΙΗΓΗΤΑΙ ΕΙΣ ΤΗΝ ΠΕΛΟΠΟΝΝΗΣΟΝ — [730, 1381, 1111, 1397]
table-cell: 30.000 — [239, 1244, 292, 1258]
headline: ΜΗΝΥΣΙΣ ΚΑΤΑ ΒΑΡΒΑΡΟΥ ΛΗΣΤΟΣ ΑΠΟΠΛΑΝΗΤΟΥ — [759, 1541, 1081, 1557]
table-cell: 190.000 — [257, 1388, 332, 1402]
table-cell: 650.000 — [372, 1203, 440, 1216]
headline: ΣΥΛΛΗΨΕΙΣ ΔΙ' ΑΠΑΤΑΣ ΚΑΙ ΕΚΒΙΑΣΜΟΥΣ ΕΙΣ ΑΛΕΞΑΝΔΡΟΥΠΟΛΙΝ — [654, 1093, 908, 1122]
stock-date: Κλείσιμον τῆς Παρασκευῆς 10 Ὀκτωβρίου — [213, 1175, 398, 1187]
article-body: Ἡ Εἰσαγγελία ἀσκεῖ δίωξιν κατὰ ἀτόμου, τὸ ὁποῖον ἀπέσπασε χρήματα διὰ ψευδῶν ὑποσχέσεων εἰς ἀνυποψιάστους πολίτας. — [650, 1559, 1147, 1585]
ink-blot — [178, 2227, 204, 2253]
article-body: ΑΓΡΙΝΙΟΝ, 10. Ὁ Δῆμος ἀπεφάσισε τὴν διαμόρφωσιν τῶν κεντρικῶν πλατειῶν διὰ τὴν ἐγκατάστασιν καφενείων. — [650, 1719, 1065, 1745]
article-body: Ὁ ὑπεύθυνος τῶν Δημοσίων Ἔργων τῆς Νομαρχίας ἐδήλωσεν ὅτι ἡ Ἑταιρεία Ὑδάτων εἶναι πρόθυμος νὰ εἰσπράξῃ ἔκτακτον εἰσφορὰν παρὰ τῶν ὑδροληπτῶν, πλὴν ὅμως αἱ εἰσπράξεις δὲν θὰ διατεθοῦν διὰ τὰ ἔργα ὑδρεύσεως ἐκ τῆς Ὑλίκης. Τὸ ζήτημα θὰ ἐξετασθῇ ὑπὸ τοῦ ἁρμοδίου Ὑπουργείου. — [69, 777, 440, 841]
headline: Η ΕΤΑΙΡΕΙΑ ΥΔΑΤΩΝ ΠΡΟΘΥΜΟΣ ΝΑ ΕΙΣΠΡΑΞΗ ΕΚΤΑΚΤΟΝ ΕΙΣΦΟΡΑΝ ΤΩΝ ΥΔΡΟΛΗΠΤΩΝ ΑΛΛΑ ΟΧΙ ΔΙΑ ΤΑ ΕΡΓΑ ΥΔΡΕΥΣΕΩΣ ΕΚ ΤΗΣ ΥΛΙΚΗΣ — [71, 723, 438, 775]
article-body: Ν. ΥΟΡΚΗ, 10. (Ρόϊτερ). Νεαρὸς συνελήφθη ἐνῷ ἐπεχείρει νὰ πυροβολήσῃ διαβάτην, δηλώσας ὅτι «ἤθελε νὰ σκοτώσῃ κάποιον». — [650, 1612, 1087, 1638]
article-body: Διὰ τῶν νέων ἀποφάσεων τὸ σύνολον τῶν ἀπαλλοτριωθεισῶν ἐκτάσεων ἀνέρχεται εἰς 1.509.782 στρέμματα, ἐκ τῶν ὁποίων ἔχουν ἤδη διανεμηθῆ τὰ περισσότερα. — [1206, 918, 1564, 969]
headline: ΘΑ ΠΛΗΡΩΘΟΥΝ ΣΗΜΕΡΟΝ ΒΟΗΘΕΙΑ ΓΙΟΥΓΚΟΣΛΑΒΙΑΣ — [458, 1206, 631, 1235]
table-cell: Ἀνε. 1921 — [172, 1327, 239, 1341]
headline: ΤΟ ΣΥΝΕΔΡΙΟΝ ΤΩΝ ΚΟΙΝΩΝΙΚΩΝ ΕΠΙΣΤΗΜΩΝ — [464, 1485, 625, 1514]
headline: ΔΙΑ ΤΟΥΣ ΣΤΡΑΤΕΥΘΕΝΤΑΣ ΜΑΘΗΤΑΣ ΜΕΣΗΣ ΠΑΙΔΕΙΑΣ — [458, 1100, 631, 1129]
